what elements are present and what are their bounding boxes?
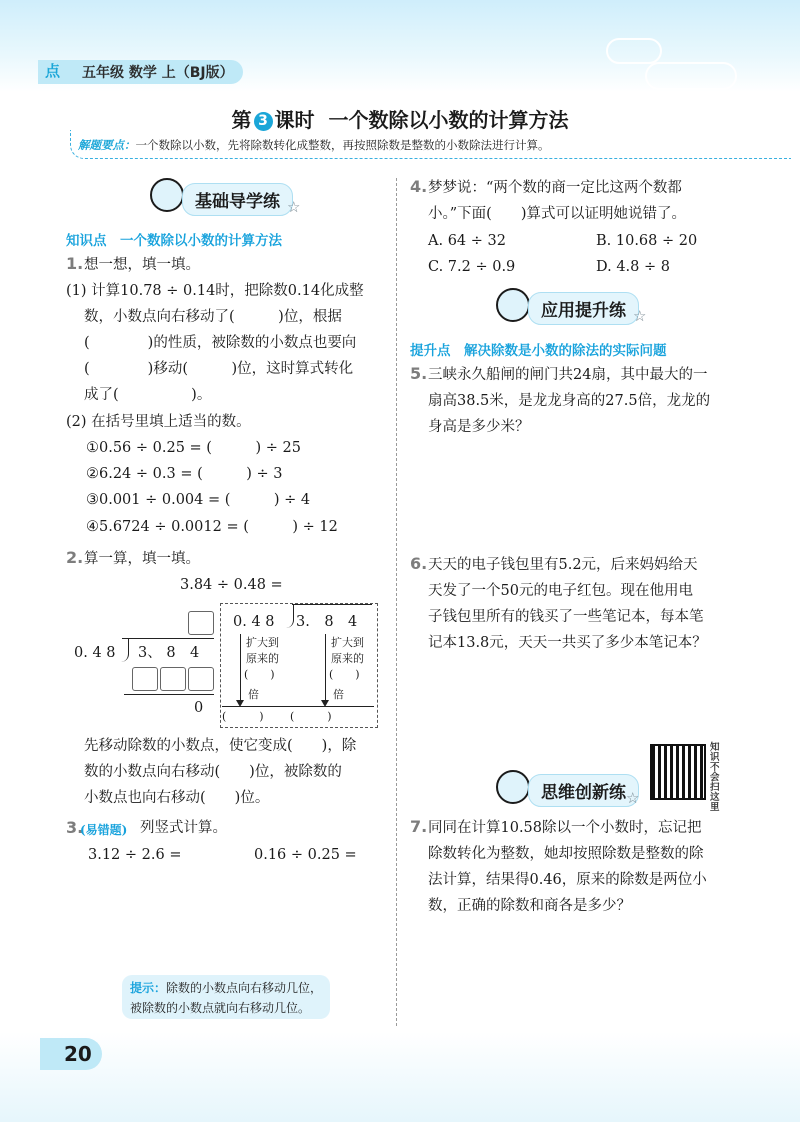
q4-option[interactable]: B. 10.68 ÷ 20 <box>596 233 698 249</box>
note-line: 扩大到 <box>331 636 364 649</box>
question-number: 1. <box>66 254 84 273</box>
question-number: 5. <box>410 364 428 383</box>
note-line: 扩大到 <box>246 636 279 649</box>
note-line: 原来的 <box>246 652 279 665</box>
q3-expression: 0.16 ÷ 0.25 = <box>254 847 357 863</box>
q7-line: 数，正确的除数和商各是多少？ <box>428 898 631 914</box>
star-icon: ☆ <box>287 198 301 216</box>
subtraction-line <box>124 694 214 695</box>
q5-line: 身高是多少米？ <box>428 419 530 435</box>
book-title: 五年级 数学 上（BJ版） <box>82 65 234 81</box>
q1-part2-item: ①0.56 ÷ 0.25 = ( ) ÷ 25 <box>86 440 301 456</box>
q7-line: 同同在计算10.58除以一个小数时，忘记把 <box>428 820 702 836</box>
note-line: 倍 <box>333 688 344 701</box>
division-bar <box>292 604 372 605</box>
answer-box[interactable] <box>132 667 158 691</box>
dividend: 3、 8 4 <box>138 645 200 661</box>
arrow-line <box>240 634 241 702</box>
tip-text: 一个数除以小数，先将除数转化成整数，再按照除数是整数的小数除法进行计算。 <box>135 138 550 152</box>
answer-box[interactable] <box>188 611 214 635</box>
qr-code[interactable] <box>650 744 706 800</box>
q1-part1-line: 数，小数点向右移动了( )位，根据 <box>84 309 342 325</box>
cloud-decoration <box>606 38 662 64</box>
q1-part1-line: ( )的性质，被除数的小数点也要向 <box>84 335 357 351</box>
divisor: 0. 4 8 <box>74 645 116 661</box>
q1-part2-item: ④5.6724 ÷ 0.0012 = ( ) ÷ 12 <box>86 519 338 535</box>
answer-blank: ( ) <box>290 710 332 723</box>
question-number: 3. <box>66 818 84 837</box>
question-number: 6. <box>410 554 428 573</box>
mascot-icon <box>496 770 530 804</box>
lesson-suffix: 课时 <box>274 108 315 132</box>
q4-option[interactable]: D. 4.8 ÷ 8 <box>596 259 670 275</box>
q6-line: 记本13.8元，天天一共买了多少本笔记本？ <box>428 635 707 651</box>
note-blank: ( ) <box>244 668 275 681</box>
remainder: 0 <box>194 700 204 716</box>
star-icon: ☆ <box>633 307 647 325</box>
tip-label: 解题要点： <box>78 138 136 152</box>
mascot-icon <box>496 288 530 322</box>
hint-line: 被除数的小数点就向右移动几位。 <box>130 1001 311 1015</box>
question-number: 2. <box>66 548 84 567</box>
q1-part1-line: (1) 计算10.78 ÷ 0.14时，把除数0.14化成整 <box>66 283 364 299</box>
q4-option[interactable]: C. 7.2 ÷ 0.9 <box>428 259 516 275</box>
q6-line: 天天的电子钱包里有5.2元，后来妈妈给天 <box>428 557 698 573</box>
q1-part1-line: ( )移动( )位，这时算式转化 <box>84 361 354 377</box>
hint-line <box>130 978 322 998</box>
lesson-title <box>0 104 800 133</box>
question-1-stem: 想一想，填一填。 <box>84 257 200 273</box>
qr-hint: 知识不会扫这里 <box>710 742 720 813</box>
mascot-icon <box>150 178 184 212</box>
q2-after-line: 小数点也向右移动( )位。 <box>84 790 270 806</box>
q3-expression: 3.12 ÷ 2.6 = <box>88 847 182 863</box>
q7-line: 法计算，结果得0.46，原来的除数是两位小 <box>428 872 707 888</box>
q1-part2-stem: (2) 在括号里填上适当的数。 <box>66 414 251 430</box>
note-line: 原来的 <box>331 652 364 665</box>
q6-line: 天发了一个50元的电子红包。现在他用电 <box>428 583 693 599</box>
box-dividend: 3. 8 4 <box>296 614 358 630</box>
knowledge-point: 知识点 一个数除以小数的计算方法 <box>66 233 282 249</box>
answer-box[interactable] <box>188 667 214 691</box>
q2-after-line: 数的小数点向右移动( )位，被除数的 <box>84 764 342 780</box>
question-number: 4. <box>410 177 428 196</box>
q5-line: 三峡永久船闸的闸门共24扇，其中最大的一 <box>428 367 708 383</box>
section-title-basic: 基础导学练 <box>182 183 293 216</box>
lesson-prefix: 第 <box>231 108 252 132</box>
hint-label: 提示： <box>130 981 167 995</box>
question-3-stem: 列竖式计算。 <box>140 820 227 836</box>
q6-line: 子钱包里所有的钱买了一些笔记本，每本笔 <box>428 609 704 625</box>
section-title-apply: 应用提升练 <box>528 292 639 325</box>
q1-part2-item: ③0.001 ÷ 0.004 = ( ) ÷ 4 <box>86 492 311 508</box>
question-number: 7. <box>410 817 428 836</box>
box-bar <box>222 706 374 707</box>
lesson-name: 一个数除以小数的计算方法 <box>328 108 569 132</box>
q5-line: 扇高38.5米，是龙龙身高的27.5倍，龙龙的 <box>428 393 711 409</box>
q2-after-line: 先移动除数的小数点，使它变成( )，除 <box>84 738 357 754</box>
division-bar <box>122 638 214 639</box>
section-title-thinking: 思维创新练 <box>528 774 639 807</box>
column-divider <box>396 178 397 1026</box>
solving-tip <box>78 137 550 153</box>
arrow-line <box>325 634 326 702</box>
lesson-number: 3 <box>254 112 273 131</box>
division-bracket <box>285 604 294 628</box>
hint-text: 除数的小数点向右移动几位， <box>166 981 323 995</box>
error-prone-tag: (易错题) <box>80 823 128 837</box>
page-number: 20 <box>40 1038 102 1070</box>
division-bracket <box>120 638 129 662</box>
division-expression: 3.84 ÷ 0.48 = <box>180 577 283 593</box>
question-2-stem: 算一算，填一填。 <box>84 551 200 567</box>
knowledge-point: 提升点 解决除数是小数的除法的实际问题 <box>410 343 667 359</box>
q1-part2-item: ②6.24 ÷ 0.3 = ( ) ÷ 3 <box>86 466 283 482</box>
star-icon: ☆ <box>626 789 640 807</box>
q7-line: 除数转化为整数，她却按照除数是整数的除 <box>428 846 704 862</box>
answer-box[interactable] <box>160 667 186 691</box>
q4-option[interactable]: A. 64 ÷ 32 <box>428 233 506 249</box>
note-line: 倍 <box>248 688 259 701</box>
q4-line: 梦梦说：“两个数的商一定比这两个数都 <box>428 180 682 196</box>
cloud-decoration <box>645 62 737 90</box>
note-blank: ( ) <box>329 668 360 681</box>
q1-part1-line: 成了( )。 <box>84 387 212 403</box>
footer-band <box>0 1032 800 1122</box>
answer-blank: ( ) <box>222 710 264 723</box>
box-divisor: 0. 4 8 <box>233 614 275 630</box>
header-logo: 点 <box>45 62 61 80</box>
q4-line: 小。”下面( )算式可以证明她说错了。 <box>428 206 686 222</box>
